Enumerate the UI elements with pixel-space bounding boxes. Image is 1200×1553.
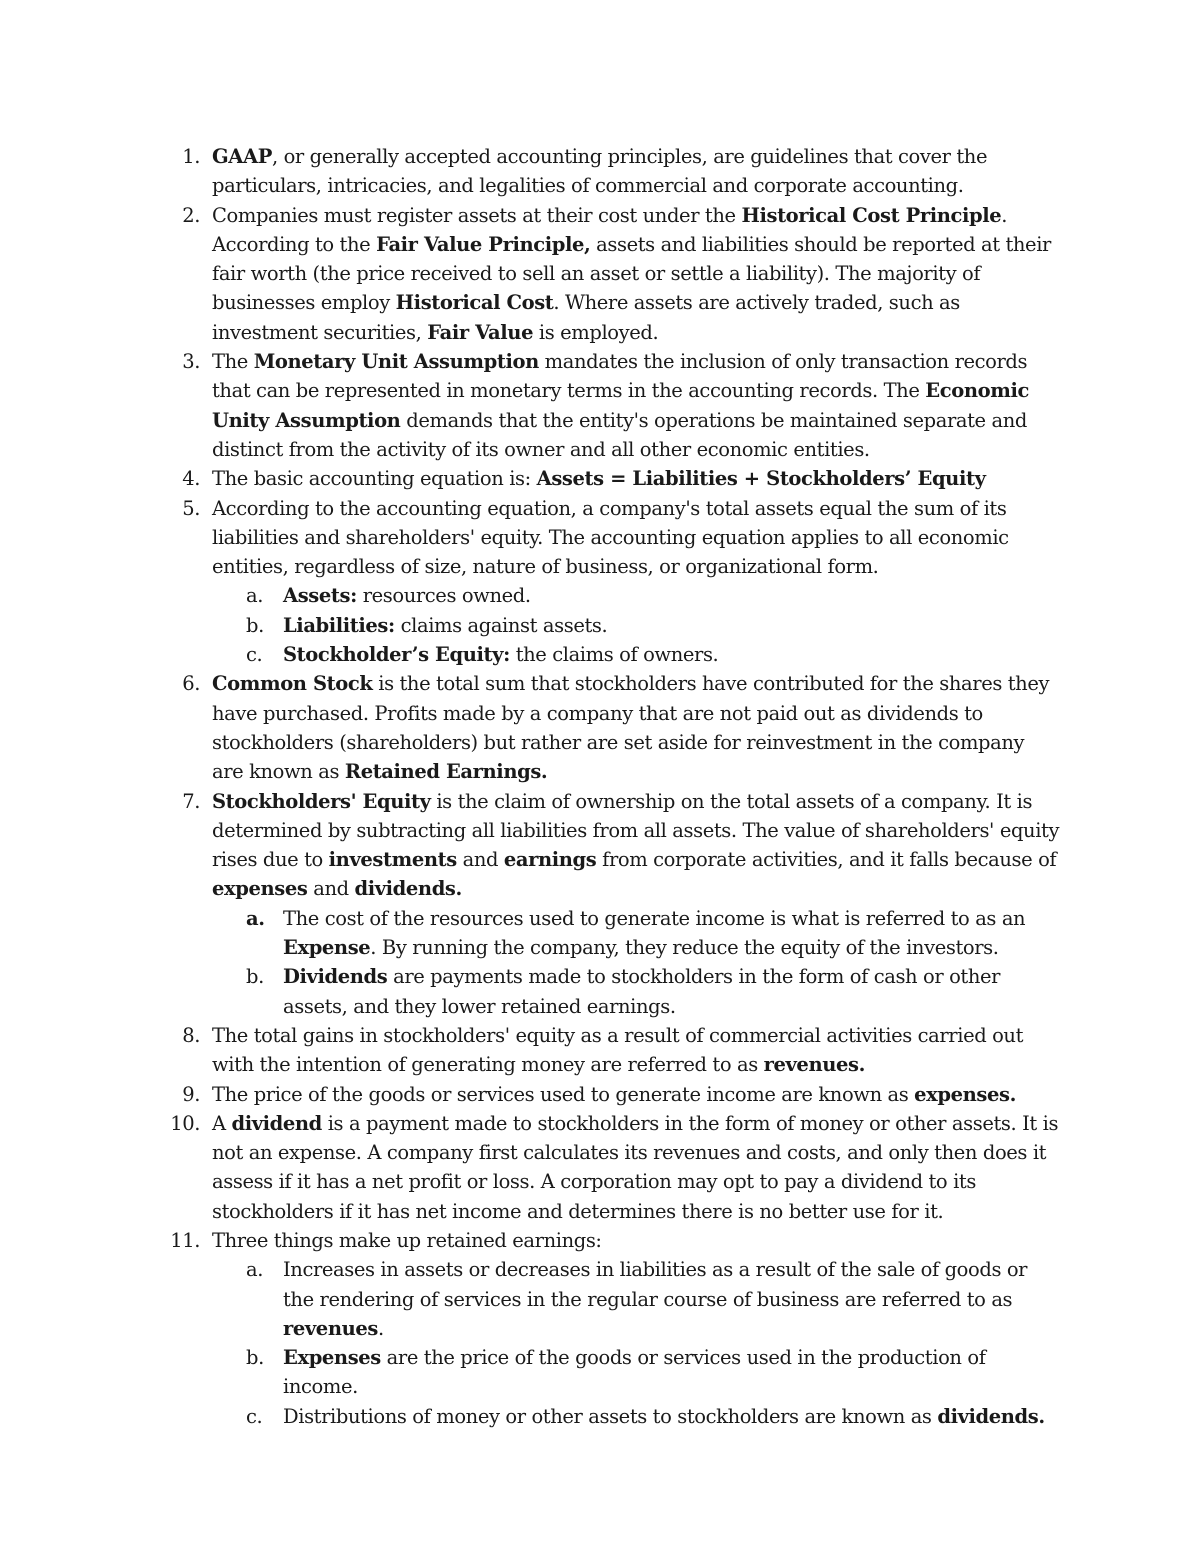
text-run: Companies must register assets at their cost under the — [212, 203, 742, 227]
list-item-text — [212, 350, 1029, 461]
bold-term: Assets: — [283, 584, 357, 608]
bold-term: Historical Cost Principle — [741, 203, 1002, 227]
list-item — [160, 1021, 1060, 1080]
text-run: Three things make up retained earnings: — [212, 1228, 602, 1252]
list-item-number: 11. — [170, 1228, 200, 1252]
list-item — [160, 347, 1060, 464]
list-item — [160, 1080, 1060, 1109]
text-run: are the price of the goods or services used in the production of income. — [283, 1346, 986, 1399]
list-item-text — [212, 497, 1009, 579]
text-run: the claims of owners. — [509, 643, 719, 667]
bold-term: Dividends — [283, 965, 388, 989]
text-run: The basic accounting equation is: — [212, 467, 537, 491]
bold-term: dividend — [231, 1111, 322, 1135]
bold-term: Monetary Unit Assumption — [253, 350, 539, 374]
text-run: resources owned. — [356, 584, 531, 608]
text-run: and — [456, 848, 504, 872]
sub-list-item-letter: a. — [246, 584, 264, 608]
text-run: claims against assets. — [394, 613, 608, 637]
bold-term: GAAP — [212, 145, 272, 168]
list-item-text — [212, 467, 986, 490]
text-run: . Where assets are actively traded, such as investment securities, — [212, 291, 960, 344]
sub-list-item — [212, 904, 1060, 963]
sub-list-item-letter: b. — [246, 1346, 264, 1370]
bold-term: expenses — [212, 877, 308, 901]
sub-list-item — [212, 581, 1060, 610]
text-run: is a payment made to stockholders in the form of money or other assets. It is not an expense. A company first calculates its revenues and costs, and only then does it assess if it has a net profit or loss. A corporation may opt to pay a dividend to its stockholders if it has net income and determines there is no better use for it. — [212, 1111, 1059, 1223]
bold-term: expenses. — [914, 1082, 1016, 1106]
text-run: and — [307, 877, 355, 901]
sub-list — [212, 904, 1060, 1021]
sub-list — [212, 581, 1060, 669]
list-item-number: 7. — [182, 789, 200, 813]
list-item-text — [212, 1083, 1016, 1106]
list-item-number: 3. — [182, 350, 200, 374]
list-item-text — [212, 1229, 602, 1252]
text-run: from corporate activities, and it falls because of — [596, 848, 1057, 872]
sub-list-item-text — [283, 584, 531, 607]
bold-term: revenues. — [763, 1053, 865, 1077]
text-run: is the claim of ownership on the total assets of a company. It is determined by subtracting all liabilities from all assets. The value of shareholders' equity rises due to — [212, 789, 1060, 872]
text-run: is the total sum that stockholders have contributed for the shares they have purchased. Profits made by a company that are not paid out as dividends to stockholders (shareholders) but rather are set aside for reinvestment in the company are known as — [212, 672, 1050, 784]
text-run: A — [212, 1111, 232, 1135]
sub-list-item — [212, 640, 1060, 669]
list-item — [160, 464, 1060, 493]
bold-term: Retained Earnings. — [344, 760, 548, 784]
text-run: . According to the — [212, 203, 1008, 256]
sub-list-item — [212, 1343, 1060, 1402]
bold-term: dividends. — [354, 877, 462, 901]
text-run: demands that the entity's operations be maintained separate and distinct from the activity of its owner and all other economic entities. — [212, 408, 1027, 461]
sub-list-item-letter: c. — [246, 643, 263, 667]
bold-term: earnings — [503, 848, 597, 872]
list-item-number: 6. — [182, 672, 200, 696]
sub-list-item-text — [283, 643, 718, 666]
list-item-number: 8. — [182, 1023, 200, 1047]
text-run: Increases in assets or decreases in liabilities as a result of the sale of goods or the rendering of services in the regular course of business are referred to as — [283, 1258, 1028, 1311]
sub-list-item-text — [283, 614, 607, 637]
bold-term: revenues — [283, 1316, 378, 1340]
sub-list-item-letter: c. — [246, 1404, 263, 1428]
sub-list-item-text — [283, 907, 1025, 959]
bold-term: Economic Unity Assumption — [212, 379, 1029, 432]
sub-list-item — [212, 1402, 1060, 1431]
list-item-number: 1. — [182, 145, 200, 168]
numbered-list — [160, 142, 1060, 1431]
sub-list — [212, 1255, 1060, 1431]
document-body — [160, 142, 1060, 1431]
text-run: , or generally accepted accounting principles, are guidelines that cover the particulars, intricacies, and legalities of commercial and corporate accounting. — [212, 145, 988, 198]
sub-list-item-text — [283, 1405, 1045, 1428]
list-item-text — [212, 145, 987, 197]
text-run: . By running the company, they reduce the equity of the investors. — [370, 936, 999, 960]
bold-term: Expenses — [283, 1346, 381, 1370]
bold-term: Liabilities: — [283, 613, 395, 637]
text-run: Distributions of money or other assets to stockholders are known as — [283, 1404, 938, 1428]
sub-list-item-text — [283, 1258, 1027, 1340]
list-item-number: 10. — [170, 1111, 200, 1135]
sub-list-item — [212, 611, 1060, 640]
sub-list-item-text — [283, 1346, 986, 1398]
list-item-text — [212, 672, 1049, 783]
list-item-number: 2. — [182, 203, 200, 227]
bold-term: Stockholders' Equity — [212, 789, 431, 813]
sub-list-item — [212, 962, 1060, 1021]
bold-term: Historical Cost — [395, 291, 554, 315]
text-run: is employed. — [533, 320, 659, 344]
text-run: According to the accounting equation, a company's total assets equal the sum of its liabilities and shareholders' equity. The accounting equation applies to all economic entities, regardless of size, nature of business, or organizational form. — [212, 496, 1009, 579]
list-item-number: 5. — [182, 496, 200, 520]
sub-list-item-letter: b. — [246, 965, 264, 989]
text-run: The cost of the resources used to generate income is what is referred to as an — [283, 906, 1026, 930]
list-item-text — [212, 204, 1051, 344]
list-item — [160, 494, 1060, 670]
bold-term: Fair Value — [427, 320, 534, 344]
text-run: . — [377, 1316, 384, 1340]
list-item-text — [212, 1024, 1023, 1076]
list-item — [160, 787, 1060, 1021]
bold-term: Common Stock — [212, 672, 373, 696]
bold-term: Expense — [283, 936, 371, 960]
list-item-text — [212, 1112, 1058, 1223]
list-item — [160, 201, 1060, 347]
list-item-text — [212, 790, 1059, 901]
text-run: The total gains in stockholders' equity as a result of commercial activities carried out with the intention of generating money are referred to as — [212, 1023, 1024, 1077]
bold-term: Assets = Liabilities + Stockholders’ Equity — [536, 467, 986, 491]
sub-list-item-text — [283, 965, 1000, 1017]
sub-list-item — [212, 1255, 1060, 1343]
bold-term: dividends. — [937, 1404, 1045, 1428]
text-run: The — [212, 350, 254, 374]
bold-term: Fair Value Principle, — [376, 232, 591, 256]
bold-term: Stockholder’s Equity: — [283, 643, 510, 667]
text-run: are payments made to stockholders in the form of cash or other assets, and they lower retained earnings. — [283, 965, 1001, 1018]
list-item — [160, 1226, 1060, 1431]
bold-term: investments — [328, 848, 457, 872]
list-item — [160, 142, 1060, 201]
list-item-number: 4. — [182, 467, 200, 491]
list-item — [160, 669, 1060, 786]
list-item — [160, 1109, 1060, 1226]
sub-list-item-letter: a. — [246, 1258, 264, 1282]
text-run: mandates the inclusion of only transaction records that can be represented in monetary terms in the accounting records. The — [212, 350, 1028, 403]
list-item-number: 9. — [182, 1082, 200, 1106]
sub-list-item-letter: b. — [246, 613, 264, 637]
sub-list-item-letter: a. — [246, 906, 265, 930]
text-run: The price of the goods or services used to generate income are known as — [212, 1082, 915, 1106]
text-run: assets and liabilities should be reported at their fair worth (the price received to sell an asset or settle a liability). The majority of businesses employ — [212, 232, 1051, 315]
